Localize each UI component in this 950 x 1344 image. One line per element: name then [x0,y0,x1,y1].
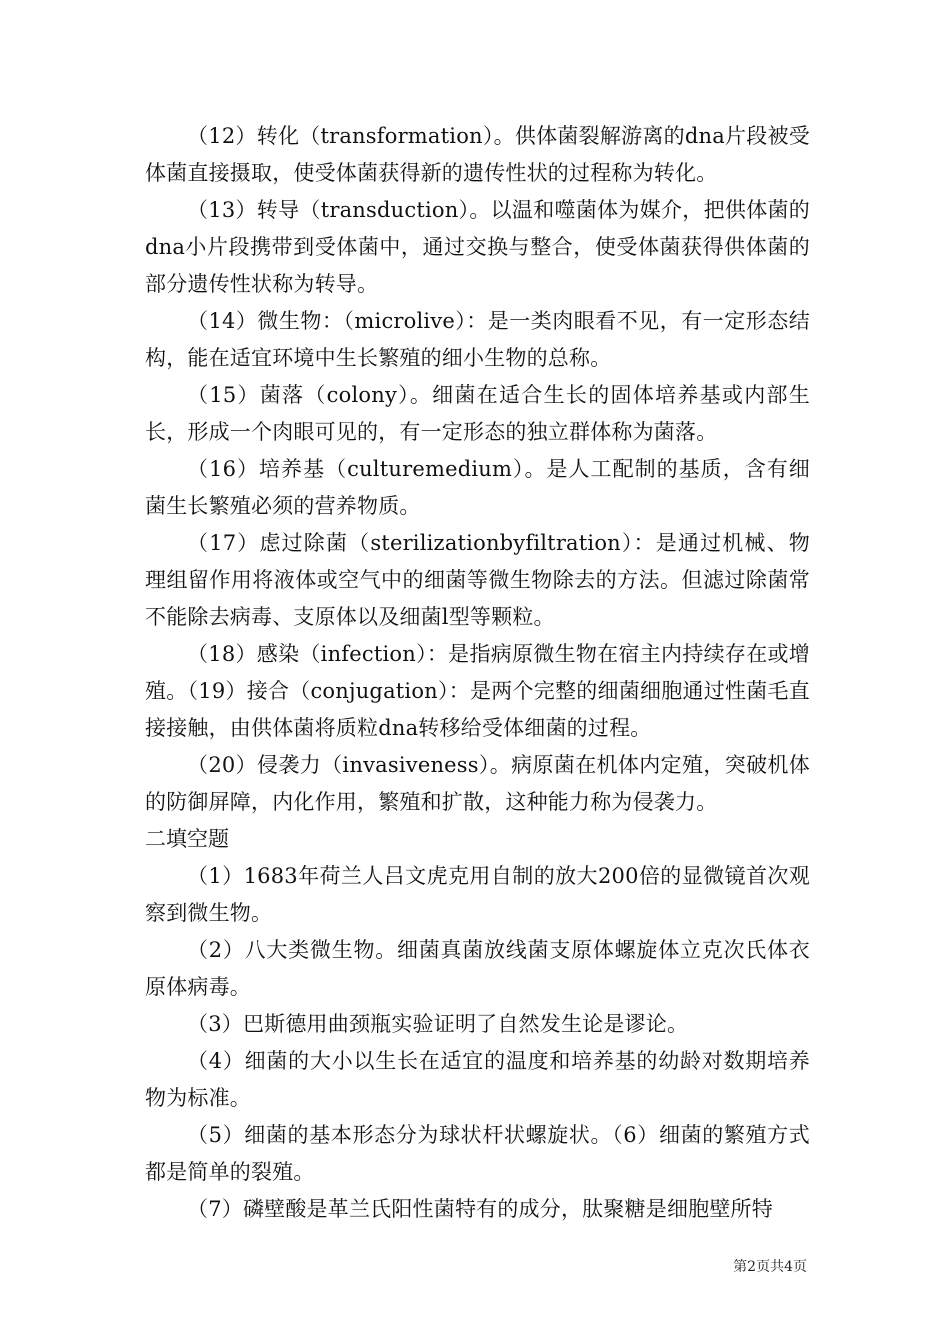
paragraph-fill-1: （1）1683年荷兰人吕文虎克用自制的放大200倍的显微镜首次观察到微生物。 [145,864,810,925]
paragraph-term-16: （16）培养基（culturemedium）。是人工配制的基质，含有细菌生长繁殖必须的营养物质。 [145,457,810,518]
paragraph-term-12: （12）转化（transformation）。供体菌裂解游离的dna片段被受体菌直接摄取，使受体菌获得新的遗传性状的过程称为转化。 [145,124,810,185]
paragraph-term-13: （13）转导（transduction）。以温和噬菌体为媒介，把供体菌的dna小片段携带到受体菌中，通过交换与整合，使受体菌获得供体菌的部分遗传性状称为转导。 [145,198,810,296]
paragraph-term-14: （14）微生物：（microlive）：是一类肉眼看不见，有一定形态结构，能在适宜环境中生长繁殖的细小生物的总称。 [145,309,810,370]
paragraph-term-15: （15）菌落（colony）。细菌在适合生长的固体培养基或内部生长，形成一个肉眼可见的，有一定形态的独立群体称为菌落。 [145,383,810,444]
paragraph-fill-3: （3）巴斯德用曲颈瓶实验证明了自然发生论是谬论。 [187,1012,689,1036]
paragraph-fill-7: （7）磷壁酸是革兰氏阳性菌特有的成分，肽聚糖是细胞壁所特 [187,1197,773,1221]
paragraph-fill-4: （4）细菌的大小以生长在适宜的温度和培养基的幼龄对数期培养物为标准。 [145,1049,810,1110]
document-body [145,118,810,1228]
paragraph-term-20: （20）侵袭力（invasiveness）。病原菌在机体内定殖，突破机体的防御屏障，内化作用，繁殖和扩散，这种能力称为侵袭力。 [145,753,810,814]
section-heading: 二填空题 [145,827,229,851]
paragraph-term-17: （17）虑过除菌（sterilizationbyfiltration）：是通过机械、物理组留作用将液体或空气中的细菌等微生物除去的方法。但滤过除菌常不能除去病毒、支原体以及细菌l型等颗粒。 [145,531,810,629]
paragraph-fill-5-6: （5）细菌的基本形态分为球状杆状螺旋状。（6）细菌的繁殖方式都是简单的裂殖。 [145,1123,810,1184]
page-number-footer: 第2页共4页 [733,1259,807,1275]
paragraph-term-18-19: （18）感染（infection）：是指病原微生物在宿主内持续存在或增殖。（19）接合（conjugation）：是两个完整的细菌细胞通过性菌毛直接接触，由供体菌将质粒dna转移给受体细菌的过程。 [145,642,810,740]
paragraph-fill-2: （2）八大类微生物。细菌真菌放线菌支原体螺旋体立克次氏体衣原体病毒。 [145,938,810,999]
